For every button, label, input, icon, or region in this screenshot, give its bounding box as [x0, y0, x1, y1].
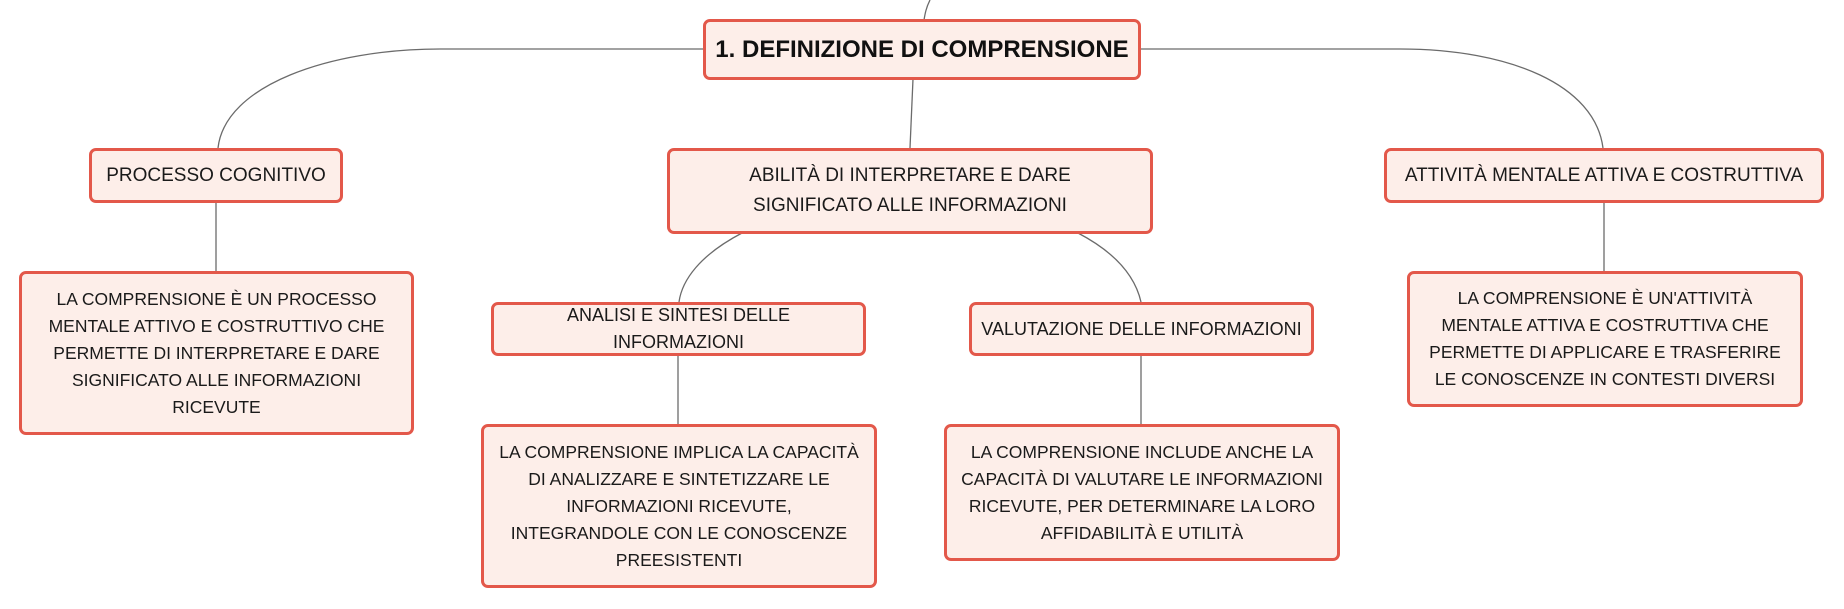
- detail-analisi-sintesi-text: LA COMPRENSIONE IMPLICA LA CAPACITÀ DI ANALIZZARE E SINTETIZZARE LE INFORMAZIONI RICEVUTE, INTEGRANDOLE CON LE CONOSCENZE PREESISTENTI: [499, 441, 859, 570]
- topic-analisi-sintesi[interactable]: [491, 302, 866, 356]
- topic-abilita-interpretare-label: ABILITÀ DI INTERPRETARE E DARE SIGNIFICATO ALLE INFORMAZIONI: [749, 165, 1071, 216]
- connector-abilita-to-valutazione: [1078, 233, 1141, 302]
- topic-analisi-sintesi-label: ANALISI E SINTESI DELLE INFORMAZIONI: [566, 305, 791, 352]
- connector-root-parent: [924, 0, 930, 20]
- connector-root-to-processo: [218, 49, 706, 148]
- topic-valutazione-label: VALUTAZIONE DELLE INFORMAZIONI: [981, 318, 1302, 339]
- topic-attivita-mentale-label: ATTIVITÀ MENTALE ATTIVA E COSTRUTTIVA: [1404, 164, 1804, 186]
- detail-valutazione-text: LA COMPRENSIONE INCLUDE ANCHE LA CAPACITÀ DI VALUTARE LE INFORMAZIONI RICEVUTE, PER DETERMINARE LA LORO AFFIDABILITÀ E UTILITÀ: [961, 441, 1323, 543]
- root-topic[interactable]: [703, 19, 1141, 80]
- connector-root-to-abilita: [910, 79, 913, 148]
- detail-attivita-mentale-text: LA COMPRENSIONE È UN'ATTIVITÀ MENTALE ATTIVA E COSTRUTTIVA CHE PERMETTE DI APPLICARE E TRASFERIRE LE CONOSCENZE IN CONTESTI DIVERSI: [1429, 288, 1781, 389]
- detail-processo-cognitivo-text: LA COMPRENSIONE È UN PROCESSO MENTALE ATTIVO E COSTRUTTIVO CHE PERMETTE DI INTERPRETARE E DARE SIGNIFICATO ALLE INFORMAZIONI RICEVUTE: [48, 288, 385, 417]
- topic-processo-cognitivo[interactable]: [89, 148, 343, 203]
- topic-attivita-mentale[interactable]: [1384, 148, 1824, 203]
- connector-abilita-to-analisi: [679, 233, 742, 302]
- detail-analisi-sintesi[interactable]: [481, 424, 877, 588]
- topic-abilita-interpretare[interactable]: [667, 148, 1153, 234]
- topic-processo-cognitivo-label: PROCESSO COGNITIVO: [106, 164, 326, 186]
- detail-attivita-mentale[interactable]: [1407, 271, 1803, 407]
- root-topic-label: 1. DEFINIZIONE DI COMPRENSIONE: [715, 35, 1129, 63]
- connector-root-to-attivita: [1140, 49, 1603, 148]
- detail-valutazione[interactable]: [944, 424, 1340, 561]
- detail-processo-cognitivo[interactable]: [19, 271, 414, 435]
- topic-valutazione[interactable]: [969, 302, 1314, 356]
